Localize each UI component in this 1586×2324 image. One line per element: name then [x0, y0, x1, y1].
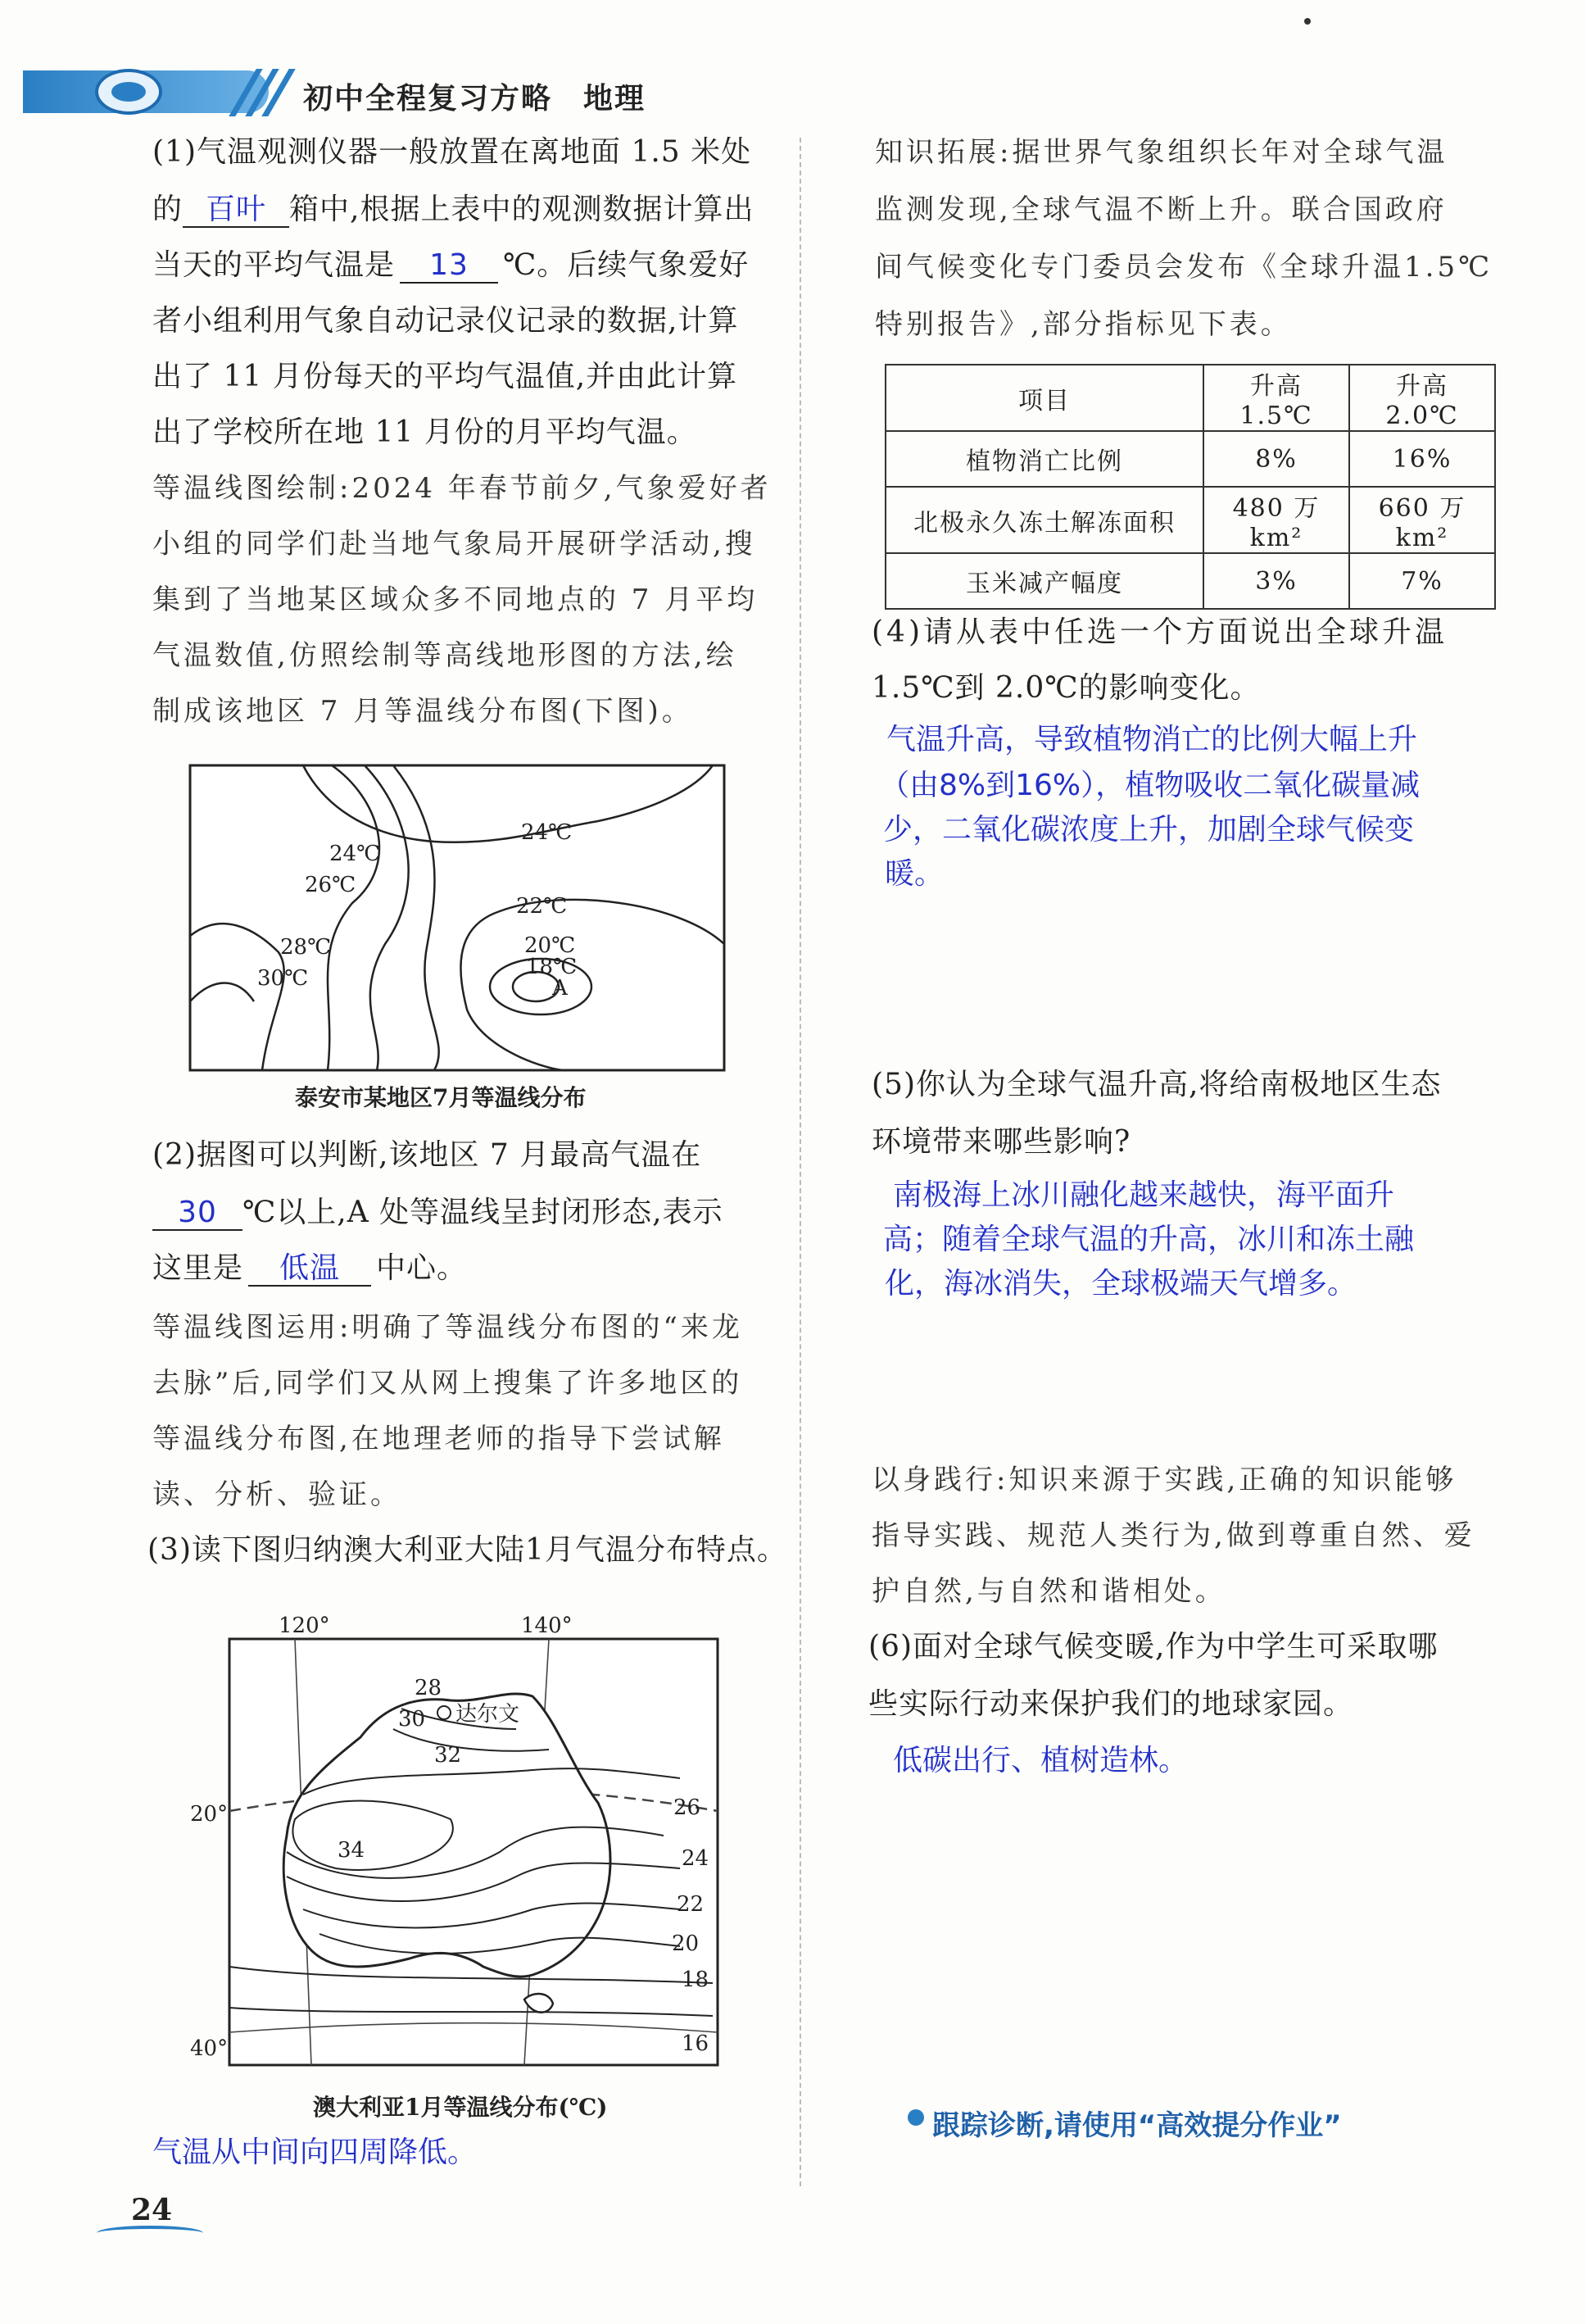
header-mark [1304, 18, 1311, 25]
isotherm-map-australia [188, 1606, 729, 2073]
q2-line [152, 1185, 723, 1241]
isotherm-label: 22 [677, 1892, 705, 1917]
map1-label: 24℃ [329, 842, 381, 866]
map1-label: 22℃ [516, 894, 568, 919]
map2-caption: 澳大利亚1月等温线分布(℃) [313, 2094, 608, 2121]
answer-text: 30 [178, 1196, 217, 1229]
answer-blank [183, 193, 289, 228]
isotherm-label: 16 [682, 2031, 709, 2056]
answer-text: 13 [429, 248, 469, 282]
header-title: 初中全程复习方略 地理 [303, 82, 646, 116]
practice-line: 指导实践、规范人类行为,做到尊重自然、爱 [872, 1519, 1475, 1552]
table-row [886, 553, 1495, 609]
answer-blank [152, 1196, 242, 1231]
intro-line: 集到了当地某区域众多不同地点的 7 月平均 [152, 583, 759, 616]
answer-6: 低碳出行、植树造林。 [893, 1744, 1189, 1777]
answer-3: 气温从中间向四周降低。 [152, 2136, 478, 2169]
q4-line: 1.5℃到 2.0℃的影响变化。 [872, 671, 1261, 705]
map-frame [190, 765, 724, 1070]
answer-4-line: （由8%到16%），植物吸收二氧化碳量减 [880, 769, 1421, 802]
answer-5-line: 化，海冰消失，全球极端天气增多。 [885, 1267, 1357, 1300]
city-label: 达尔文 [455, 1702, 520, 1727]
table-cell: 北极永久冻土解冻面积 [886, 487, 1203, 553]
isotherm-label: 26 [673, 1795, 701, 1820]
table-cell: 660 万 km² [1349, 487, 1495, 553]
answer-5-line: 南极海上冰川融化越来越快，海平面升 [893, 1178, 1395, 1212]
q1-line: 者小组利用气象自动记录仪记录的数据,计算 [152, 304, 739, 338]
q2-line: (2)据图可以判断,该地区 7 月最高气温在 [152, 1138, 702, 1172]
isotherm-label: 20 [672, 1931, 700, 1956]
table-cell: 480 万 km² [1203, 487, 1349, 553]
q1-line: 出了学校所在地 11 月份的月平均气温。 [152, 415, 697, 449]
latitude-label: 40° [190, 2036, 229, 2061]
isotherm-label: 24 [682, 1846, 709, 1871]
q5-line: (5)你认为全球气温升高,将给南极地区生态 [872, 1068, 1442, 1101]
q2-line [152, 1241, 467, 1296]
logo-inner [111, 82, 146, 102]
isotherm-label: 34 [338, 1838, 365, 1863]
answer-5-line: 高；随着全球气温的升高，冰川和冻土融 [883, 1223, 1415, 1256]
q4-line: (4)请从表中任选一个方面说出全球升温 [872, 615, 1448, 649]
answer-blank [248, 1252, 371, 1287]
map1-label: 18℃ [526, 955, 578, 979]
intro-line: 等温线图绘制:2024 年春节前夕,气象爱好者 [152, 472, 772, 505]
answer-4-line: 暖。 [885, 857, 945, 891]
expand-line: 间气候变化专门委员会发布《全球升温1.5℃ [875, 251, 1493, 284]
map1-label: 20℃ [524, 933, 576, 958]
map1-caption: 泰安市某地区7月等温线分布 [295, 1084, 587, 1111]
answer-4-line: 少，二氧化碳浓度上升，加剧全球气候变 [883, 813, 1415, 847]
question-3: (3)读下图归纳澳大利亚大陆1月气温分布特点。 [147, 1533, 787, 1567]
practice-line: 护自然,与自然和谐相处。 [872, 1575, 1226, 1608]
q1-line: (1)气温观测仪器一般放置在离地面 1.5 米处 [152, 135, 752, 169]
map1-label: 28℃ [280, 935, 332, 960]
table-cell: 8% [1203, 431, 1349, 487]
table-header-cell: 升高 1.5℃ [1203, 365, 1349, 431]
usage-line: 等温线分布图,在地理老师的指导下尝试解 [152, 1423, 725, 1455]
q1-text: ℃。后续气象爱好 [503, 248, 750, 282]
longitude-label: 120° [279, 1614, 330, 1638]
table-cell: 16% [1349, 431, 1495, 487]
table-cell: 玉米减产幅度 [886, 553, 1203, 609]
table-header-cell: 项目 [886, 365, 1203, 431]
map1-label: 24℃ [521, 820, 573, 845]
answer-text: 百叶 [206, 193, 267, 226]
expand-line: 知识拓展:据世界气象组织长年对全球气温 [875, 136, 1448, 169]
answer-text: 低温 [279, 1251, 341, 1285]
table-cell: 3% [1203, 553, 1349, 609]
table-header-cell: 升高 2.0℃ [1349, 365, 1495, 431]
q1-text: 当天的平均气温是 [152, 248, 396, 282]
map1-label: 30℃ [257, 966, 309, 991]
q1-line: 出了 11 月份每天的平均气温值,并由此计算 [152, 360, 738, 393]
q2-text: ℃以上,A 处等温线呈封闭形态,表示 [242, 1196, 723, 1229]
latitude-label: 20° [190, 1802, 229, 1827]
tracking-icon [908, 2109, 924, 2126]
q2-text: 这里是 [152, 1251, 244, 1285]
isotherm-label: 32 [434, 1743, 462, 1768]
answer-4-line: 气温升高，导致植物消亡的比例大幅上升 [886, 723, 1418, 756]
longitude-label: 140° [521, 1614, 573, 1638]
isotherm-label: 30 [398, 1707, 426, 1732]
intro-line: 气温数值,仿照绘制等高线地形图的方法,绘 [152, 639, 737, 672]
q1-text: 箱中,根据上表中的观测数据计算出 [289, 193, 754, 226]
isotherm-label: 18 [682, 1968, 709, 1992]
intro-line: 制成该地区 7 月等温线分布图(下图)。 [152, 695, 693, 728]
table-header-row [886, 365, 1495, 431]
table-row [886, 431, 1495, 487]
q2-text: 中心。 [376, 1251, 468, 1285]
q1-line [152, 182, 754, 238]
expand-line: 特别报告》,部分指标见下表。 [875, 308, 1292, 341]
table-cell: 7% [1349, 553, 1495, 609]
darwin-marker [437, 1706, 451, 1719]
q1-text: 的 [152, 193, 184, 226]
usage-line: 去脉”后,同学们又从网上搜集了许多地区的 [152, 1367, 743, 1400]
expand-line: 监测发现,全球气温不断上升。联合国政府 [875, 193, 1448, 226]
usage-line: 读、分析、验证。 [152, 1478, 401, 1511]
intro-line: 小组的同学们赴当地气象局开展研学活动,搜 [152, 528, 756, 561]
book-icon [97, 2226, 203, 2240]
map1-label: A [552, 976, 568, 1001]
tracking-note: 跟踪诊断,请使用“高效提分作业” [932, 2109, 1342, 2142]
practice-line: 以身践行:知识来源于实践,正确的知识能够 [872, 1464, 1457, 1496]
isotherm-map-taian [188, 764, 726, 1072]
column-divider [800, 138, 801, 2186]
warming-table [885, 364, 1496, 610]
map1-label: 26℃ [305, 873, 356, 897]
q6-line: (6)面对全球气候变暖,作为中学生可采取哪 [868, 1630, 1439, 1664]
usage-line: 等温线图运用:明确了等温线分布图的“来龙 [152, 1311, 743, 1344]
q5-line: 环境带来哪些影响? [872, 1125, 1131, 1159]
isotherm-label: 28 [415, 1676, 442, 1700]
q1-line [152, 238, 749, 293]
page-number: 24 [131, 2193, 173, 2227]
q6-line: 些实际行动来保护我们的地球家园。 [868, 1687, 1354, 1721]
answer-blank [400, 249, 498, 284]
table-row [886, 487, 1495, 553]
table-cell: 植物消亡比例 [886, 431, 1203, 487]
